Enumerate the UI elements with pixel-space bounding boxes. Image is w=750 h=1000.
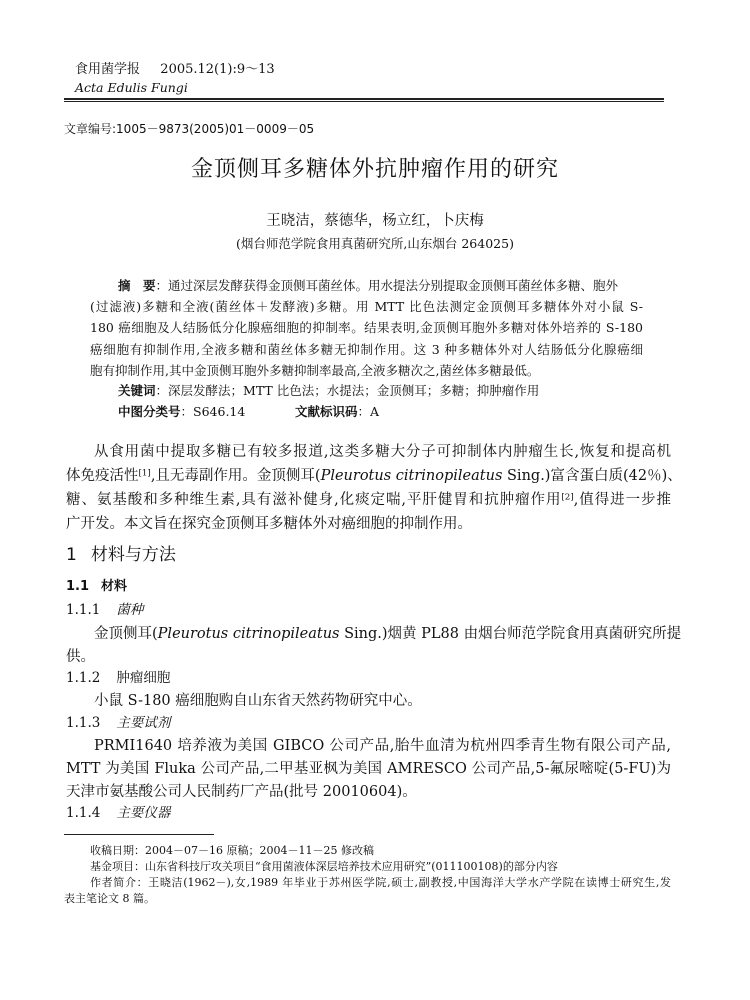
abstract-line-3: 180 癌细胞及人结肠低分化腺癌细胞的抑制率。结果表明,金顶侧耳胞外多糖对体外培养的 S-180 <box>90 320 643 335</box>
footnote-rule <box>64 834 214 835</box>
reagent-line-2: MTT 为美国 Fluka 公司产品,二甲基亚枫为美国 AMRESCO 公司产品,5-氟尿嘧啶(5-FU)为 <box>66 761 671 777</box>
section-1-1-4-heading: 1.1.4 主要仪器 <box>66 805 171 821</box>
footnote-author-end: 表主笔论文 8 篇。 <box>64 892 155 905</box>
latin-name: Pleurotus citrinopileatus <box>320 468 503 484</box>
strain-text: 金顶侧耳(Pleurotus citrinopileatus Sing.)烟黄 PL88 由烟台师范学院食用真菌研究所提 <box>94 626 682 642</box>
tumor-cell-text: 小鼠 S-180 癌细胞购自山东省天然药物研究中心。 <box>94 693 422 709</box>
paper-title: 金顶侧耳多糖体外抗肿瘤作用的研究 <box>190 157 559 182</box>
classification-number: 中图分类号：S646.14 <box>118 404 246 419</box>
citation-1: [1] <box>138 468 151 479</box>
section-1-heading <box>66 540 176 565</box>
footnote-funding: 基金项目：山东省科技厅攻关项目“食用菌液体深层培养技术应用研究”(011100108)的部分内容 <box>90 860 558 873</box>
journal-issue: 2005.12(1):9～13 <box>160 62 275 77</box>
affiliation: (烟台师范学院食用真菌研究所,山东烟台 264025) <box>236 236 514 251</box>
section-1-1-1-heading: 1.1.1 菌种 <box>66 602 144 618</box>
keywords-label: 关键词 <box>118 383 156 398</box>
classification-label: 中图分类号 <box>118 404 181 419</box>
abstract-line-1: 摘 要：通过深层发酵获得金顶侧耳菌丝体。用水提法分别提取金顶侧耳菌丝体多糖、胞外 <box>118 278 619 293</box>
reagent-line-3: 天津市氨基酸公司人民制药厂产品(批号 20010604)。 <box>66 784 417 800</box>
intro-line-2: 体免疫活性[1],且无毒副作用。金顶侧耳(Pleurotus citrinopileatus Sing.)富含蛋白质(42％)、 <box>66 468 682 484</box>
document-code: 文献标识码：A <box>295 404 380 419</box>
journal-name: 食用菌学报 <box>75 62 141 77</box>
keywords <box>118 381 539 399</box>
abstract-line-5: 胞有抑制作用,其中金顶侧耳胞外多糖抑制率最高,全液多糖次之,菌丝体多糖最低。 <box>90 363 540 378</box>
abstract-line-4: 癌细胞有抑制作用,全液多糖和菌丝体多糖无抑制作用。这 3 种多糖体外对人结肠低分化腺癌细 <box>90 342 643 357</box>
header-rule-thin <box>64 101 664 102</box>
article-number: 文章编号:1005－9873(2005)01－0009－05 <box>64 122 315 136</box>
citation-2: [2] <box>561 492 574 503</box>
section-1-1-heading: 1.1 材料 <box>66 579 128 594</box>
journal-name-en: Acta Edulis Fungi <box>75 80 188 95</box>
header-rule <box>64 98 664 100</box>
document-code-label: 文献标识码 <box>295 404 358 419</box>
intro-line-4: 广开发。本文旨在探究金顶侧耳多糖体外对癌细胞的抑制作用。 <box>66 516 472 532</box>
running-header <box>75 58 275 77</box>
intro-line-1: 从食用菌中提取多糖已有较多报道,这类多糖大分子可抑制体内肿瘤生长,恢复和提高机 <box>94 444 671 460</box>
intro-line-3: 糖、氨基酸和多种维生素,具有滋补健身,化痰定喘,平肝健胃和抗肿瘤作用[2],值得进一步推 <box>66 492 672 508</box>
section-1-1-3-heading: 1.1.3 主要试剂 <box>66 715 171 731</box>
footnote-received: 收稿日期：2004－07－16 原稿；2004－11－25 修改稿 <box>90 844 374 857</box>
abstract-line-2: (过滤液)多糖和全液(菌丝体＋发酵液)多糖。用 MTT 比色法测定金顶侧耳多糖体外对小鼠 S- <box>90 299 643 314</box>
keywords-text: ：深层发酵法；MTT 比色法；水提法；金顶侧耳；多糖；抑肿瘤作用 <box>155 383 540 398</box>
authors: 王晓洁，蔡德华，杨立红，卜庆梅 <box>266 213 484 229</box>
footnote-author: 作者简介：王晓洁(1962－),女,1989 年毕业于苏州医学院,硕士,副教授,中国海洋大学水产学院在读博士研究生,发 <box>90 876 671 889</box>
strain-text-end: 供。 <box>66 649 95 665</box>
reagent-line-1: PRMI1640 培养液为美国 GIBCO 公司产品,胎牛血清为杭州四季青生物有限公司产品, <box>94 738 671 754</box>
section-1-number: 1 <box>66 545 77 565</box>
section-1-title: 材料与方法 <box>90 545 176 565</box>
section-1-1-2-heading: 1.1.2 肿瘤细胞 <box>66 670 171 686</box>
abstract-label: 摘 要 <box>118 278 156 293</box>
